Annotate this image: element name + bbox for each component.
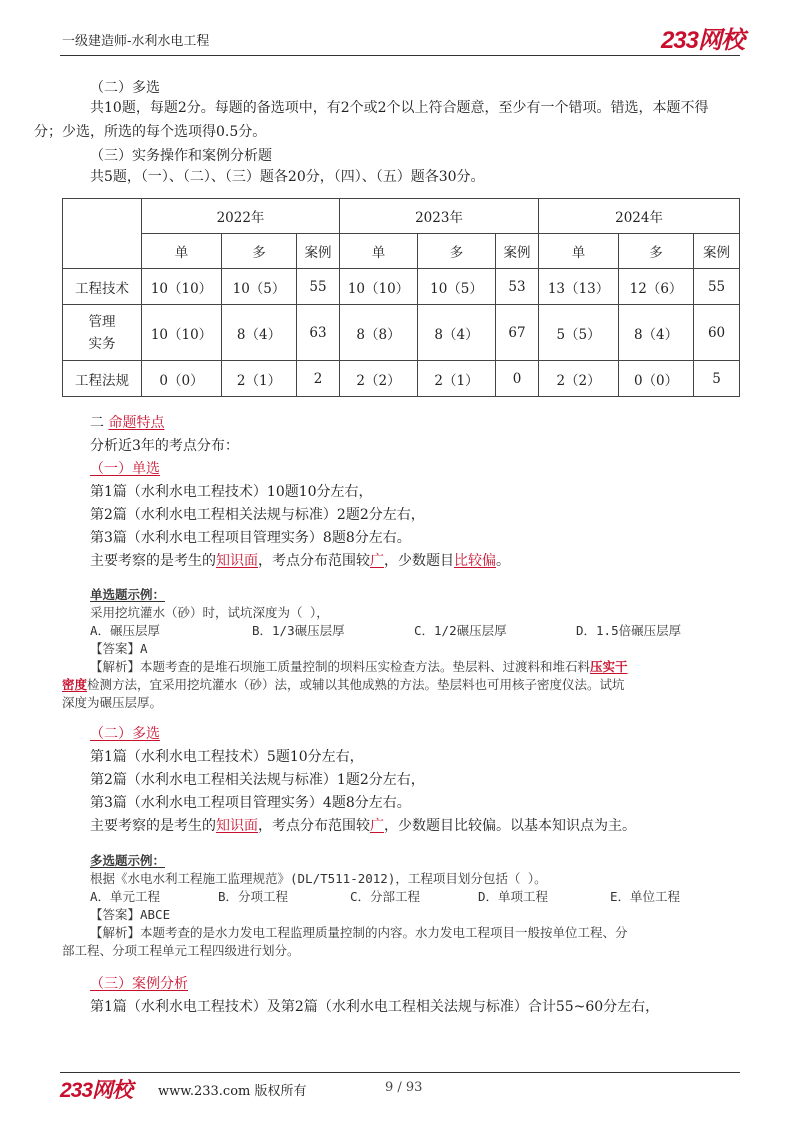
table-subheader: 多 xyxy=(222,234,297,269)
table-cell: 10（10） xyxy=(142,269,222,305)
table-cell: 2 xyxy=(297,361,340,397)
table-row xyxy=(63,305,740,361)
option-c: C．1/2碾压层厚 xyxy=(414,623,507,638)
example-question: 采用挖坑灌水（砂）时，试坑深度为（ ）， xyxy=(90,605,329,620)
multi-desc-line-2: 分；少选，所选的每个选项得0.5分。 xyxy=(34,124,267,140)
example-analysis-line: 部工程、分项工程单元工程四级进行划分。 xyxy=(62,943,300,958)
multi-choice-summary xyxy=(90,816,636,836)
highlight-text: 比较偏 xyxy=(454,553,496,569)
list-item: 第3篇（水利水电工程项目管理实务）4题8分左右。 xyxy=(90,795,411,811)
table-cell: 53 xyxy=(496,269,539,305)
table-cell: 0 xyxy=(496,361,539,397)
table-cell: 60 xyxy=(694,305,740,361)
list-item: 第1篇（水利水电工程技术）及第2篇（水利水电工程相关法规与标准）合计55~60分左右， xyxy=(90,999,660,1015)
brand-logo: 233网校 xyxy=(660,27,744,54)
table-cell: 5（5） xyxy=(539,305,619,361)
list-item: 第1篇（水利水电工程技术）5题10分左右， xyxy=(90,749,364,765)
table-cell: 2（2） xyxy=(340,361,418,397)
example-analysis-line xyxy=(90,657,628,677)
table-subheader: 案例 xyxy=(694,234,740,269)
single-choice-summary xyxy=(90,551,510,571)
section-number: 二 xyxy=(90,415,109,431)
row-label: 工程法规 xyxy=(63,361,142,397)
section-intro: 分析近3年的考点分布： xyxy=(90,438,239,454)
option-b: B．1/3碾压层厚 xyxy=(252,623,345,638)
table-cell: 67 xyxy=(496,305,539,361)
table-cell: 2（1） xyxy=(418,361,496,397)
table-subheader: 案例 xyxy=(297,234,340,269)
table-cell: 10（5） xyxy=(222,269,297,305)
option-a: A．碾压层厚 xyxy=(90,623,161,638)
summary-text: 主要考察的是考生的 xyxy=(90,818,216,834)
table-cell: 2（2） xyxy=(539,361,619,397)
example-answer: 【答案】ABCE xyxy=(90,907,171,922)
table-cell: 55 xyxy=(694,269,740,305)
footer-divider xyxy=(60,1072,740,1073)
table-cell: 5 xyxy=(694,361,740,397)
table-cell: 10（5） xyxy=(418,269,496,305)
table-subheader: 单 xyxy=(340,234,418,269)
list-item: 第1篇（水利水电工程技术）10题10分左右， xyxy=(90,484,373,500)
row-label: 工程技术 xyxy=(63,269,142,305)
summary-text: ，考点分布范围较 xyxy=(258,818,370,834)
header-divider xyxy=(60,55,740,56)
table-year-header: 2022年 xyxy=(142,199,340,234)
multi-example-heading: 多选题示例： xyxy=(90,853,166,868)
multi-choice-section-heading: （二）多选 xyxy=(90,726,160,742)
table-subheader: 多 xyxy=(619,234,694,269)
document-header-title: 一级建造师-水利水电工程 xyxy=(62,34,210,49)
option-d: D．单项工程 xyxy=(478,889,549,904)
list-item: 第2篇（水利水电工程相关法规与标准）2题2分左右， xyxy=(90,507,425,523)
case-description: 共5题，（一）、（二）、（三）题各20分，（四）、（五）题各30分。 xyxy=(90,169,485,185)
list-item: 第2篇（水利水电工程相关法规与标准）1题2分左右， xyxy=(90,772,425,788)
table-subheader: 单 xyxy=(142,234,222,269)
row-label xyxy=(63,305,142,361)
option-e: E．单位工程 xyxy=(610,889,681,904)
table-cell: 63 xyxy=(297,305,340,361)
table-cell: 12（6） xyxy=(619,269,694,305)
footer-logo: 233网校 xyxy=(60,1079,133,1102)
table-cell: 2（1） xyxy=(222,361,297,397)
single-choice-heading: （一）单选 xyxy=(90,461,160,477)
table-cell: 13（13） xyxy=(539,269,619,305)
summary-text: 主要考察的是考生的 xyxy=(90,553,216,569)
highlight-text: 知识面 xyxy=(216,553,258,569)
table-row xyxy=(63,361,740,397)
table-year-header: 2024年 xyxy=(539,199,740,234)
table-cell: 10（10） xyxy=(142,305,222,361)
example-answer: 【答案】A xyxy=(90,641,148,656)
summary-text: ，少数题目 xyxy=(384,553,454,569)
multi-desc-line-1: 共10题，每题2分。每题的备选项中，有2个或2个以上符合题意，至少有一个错项。错选，本题不得 xyxy=(90,100,709,116)
analysis-highlight: 密度 xyxy=(62,677,88,692)
table-cell: 0（0） xyxy=(619,361,694,397)
table-cell: 8（8） xyxy=(340,305,418,361)
example-analysis-line: 【解析】本题考查的是水力发电工程监理质量控制的内容。水力发电工程项目一般按单位工程、分 xyxy=(90,925,628,940)
summary-text: ，考点分布范围较 xyxy=(258,553,370,569)
option-c: C．分部工程 xyxy=(350,889,421,904)
highlight-text: 广 xyxy=(370,818,384,834)
summary-text: ，少数题目比较偏。以基本知识点为主。 xyxy=(384,818,636,834)
analysis-highlight: 压实干 xyxy=(590,659,628,674)
highlight-text: 知识面 xyxy=(216,818,258,834)
table-subheader: 单 xyxy=(539,234,619,269)
example-analysis-line: 深度为碾压层厚。 xyxy=(62,695,163,710)
table-row xyxy=(63,269,740,305)
table-subheader: 案例 xyxy=(496,234,539,269)
single-example-heading: 单选题示例： xyxy=(90,587,166,602)
table-cell: 0（0） xyxy=(142,361,222,397)
table-cell: 55 xyxy=(297,269,340,305)
option-b: B．分项工程 xyxy=(218,889,289,904)
case-analysis-heading: （三）案例分析 xyxy=(90,976,188,992)
row-label-line-1: 管理 xyxy=(88,313,116,330)
analysis-text: 检测方法，宜采用挖坑灌水（砂）法，或辅以其他成熟的方法。垫层料也可用核子密度仪法。试坑 xyxy=(87,677,625,692)
section-title xyxy=(90,413,164,433)
multi-choice-description xyxy=(34,96,738,144)
footer-copyright: www.233.com 版权所有 xyxy=(158,1084,307,1099)
table-cell: 8（4） xyxy=(619,305,694,361)
highlight-text: 广 xyxy=(370,553,384,569)
score-distribution-table xyxy=(62,198,740,397)
table-cell: 8（4） xyxy=(418,305,496,361)
summary-text: 。 xyxy=(496,553,510,569)
table-year-header: 2023年 xyxy=(340,199,539,234)
option-d: D．1.5倍碾压层厚 xyxy=(576,623,682,638)
example-analysis-line xyxy=(62,675,625,695)
option-a: A．单元工程 xyxy=(90,889,161,904)
multi-choice-heading: （二）多选 xyxy=(90,80,160,96)
table-subheader: 多 xyxy=(418,234,496,269)
section-title-text: 命题特点 xyxy=(108,415,165,431)
analysis-text: 【解析】本题考查的是堆石坝施工质量控制的坝料压实检查方法。垫层料、过渡料和堆石料 xyxy=(90,659,591,674)
case-heading: （三）实务操作和案例分析题 xyxy=(90,148,272,164)
table-cell: 8（4） xyxy=(222,305,297,361)
page-number: 9 / 93 xyxy=(385,1080,423,1095)
table-corner-cell xyxy=(63,199,142,269)
example-question: 根据《水电水利工程施工监理规范》(DL/T511-2012)，工程项目划分包括（ ）。 xyxy=(90,871,547,886)
list-item: 第3篇（水利水电工程项目管理实务）8题8分左右。 xyxy=(90,530,411,546)
table-cell: 10（10） xyxy=(340,269,418,305)
row-label-line-2: 实务 xyxy=(88,335,116,352)
